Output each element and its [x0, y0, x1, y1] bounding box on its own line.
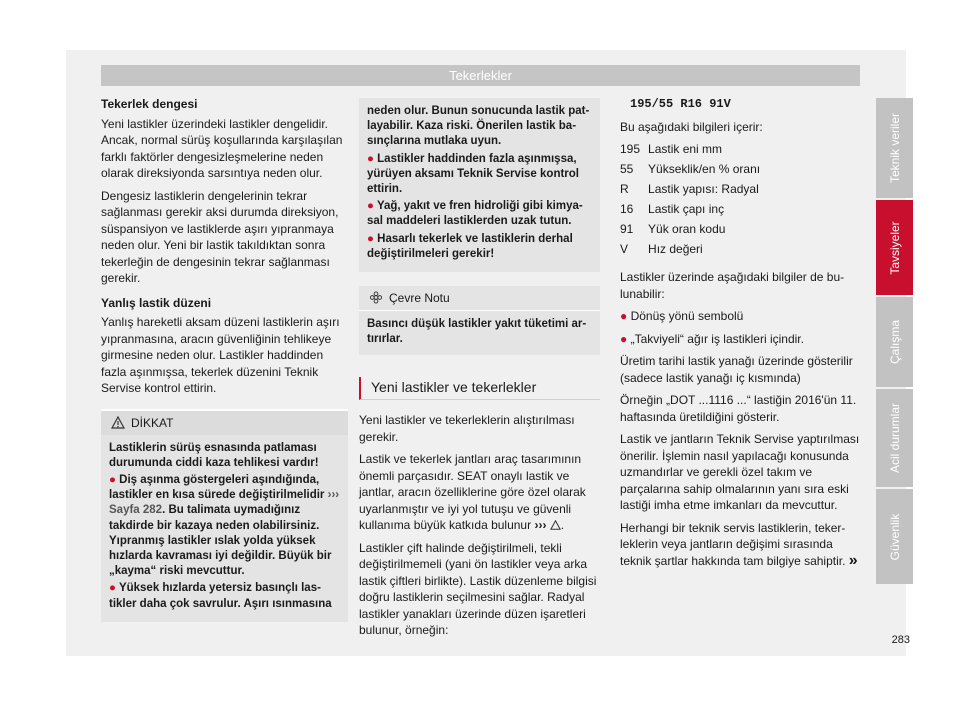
warning-box	[101, 409, 348, 622]
warning-triangle-icon	[111, 416, 125, 429]
code-key: 91	[620, 222, 634, 236]
warning-bullet	[109, 473, 340, 579]
paragraph: Örneğin „DOT ...1116 ...“ lastiğin 2016'ün 11. haftasında üretildiğini gösterir.	[620, 393, 857, 424]
warning-bullet-text: Diş aşınma göstergeleri aşındığında, lastikler en kısa sürede değiştirilmelidir	[109, 473, 325, 502]
bullet-text: Dönüş yönü sembolü	[630, 309, 744, 323]
sidebar-tab-emergencies[interactable]	[876, 389, 913, 487]
paragraph: Bu aşağıdaki bilgileri içerir:	[620, 119, 763, 134]
warning-triangle-icon	[550, 520, 561, 530]
bullet-text: „Takviyeli“ ağır iş lastikleri içindir.	[630, 331, 804, 346]
tab-label: Acil durumlar	[887, 402, 902, 474]
tab-label: Teknik veriler	[887, 112, 902, 184]
paragraph: Yanlış hareketli aksam düzeni lastiklerin aşırı yıpranmasına, aracın güvenliğinin tehlikeye girmesine neden olur. Lastikler haddinden fazla aşınmışsa, tekerlek düzenini Teknik Servise kontrol ettirin.	[101, 315, 340, 395]
warning-bullet	[109, 581, 340, 611]
tire-code: 195/55 R16 91V	[630, 97, 731, 111]
column-2	[359, 98, 600, 645]
table-row	[620, 201, 768, 221]
warning-title: DİKKAT	[131, 415, 174, 430]
warning-text: Lastiklerin sürüş esnasında patlaması durumunda ciddi kaza tehlikesi vardır!	[109, 441, 319, 469]
paragraph: Yeni lastikler üzerindeki lastikler dengelidir. Ancak, normal sürüş koşullarında karşılaşılan farklı faktörler dengesizleşmelerine neden olarak direksiyonda sarsıntıya neden olur.	[101, 116, 343, 180]
sidebar-tab-recommendations[interactable]	[876, 200, 913, 295]
bullet-icon: ●	[109, 582, 119, 595]
warning-bullet-text: Lastikler haddinden fazla aşınmışsa, yürüyen aksamı Teknik Servise kontrol ettirin.	[367, 152, 579, 196]
table-row	[620, 161, 768, 181]
code-value: Yük oran kodu	[648, 222, 726, 236]
code-key: 195	[620, 142, 641, 156]
column-3	[620, 96, 860, 575]
tab-label: Tavsiyeler	[887, 220, 902, 275]
section-heading: Yeni lastikler ve tekerlekler	[359, 377, 600, 400]
bullet-icon: ●	[367, 152, 378, 165]
warning-header	[101, 409, 348, 435]
warning-bullet-text: Hasarlı tekerlek ve lastiklerin derhal değiştirilmeleri gerekir!	[367, 232, 573, 260]
warning-body	[359, 98, 600, 272]
column-1	[101, 96, 348, 622]
paragraph: Yeni lastikler ve tekerleklerin alıştırılması gerekir.	[359, 413, 575, 444]
page-number: 283	[891, 634, 910, 646]
bullet-icon: ●	[620, 331, 631, 346]
paragraph: Lastikler üzerinde aşağıdaki bilgiler de bulunabilir:	[620, 270, 845, 301]
code-value: Hız değeri	[648, 242, 703, 256]
bullet-icon: ●	[109, 473, 120, 486]
heading-wrong-alignment: Yanlış lastik düzeni	[101, 295, 212, 310]
table-row	[620, 181, 768, 201]
table-row	[620, 241, 768, 261]
sidebar-tab-technical-data[interactable]	[876, 98, 913, 198]
code-key: R	[620, 182, 629, 196]
page-header: Tekerlekler	[101, 65, 860, 86]
bullet-icon: ●	[367, 232, 378, 245]
bullet-item	[620, 331, 860, 348]
flower-icon	[369, 291, 383, 304]
code-value: Lastik yapısı: Radyal	[648, 182, 759, 196]
paragraph: Üretim tarihi lastik yanağı üzerinde gösterilir (sadece lastik yanağı iç kısmında)	[620, 354, 853, 385]
code-key: V	[620, 242, 629, 256]
code-value: Lastik çapı inç	[648, 202, 725, 216]
warning-text: neden olur. Bunun sonucunda lastik patlayabilir. Kaza riski. Önerilen lastik basınçlarına mutlaka uyun.	[367, 105, 590, 148]
bullet-icon: ●	[367, 200, 377, 213]
bullet-icon: ●	[620, 309, 631, 323]
code-key: 55	[620, 162, 634, 176]
tire-code-table	[620, 141, 768, 261]
warning-bullet	[367, 199, 592, 229]
code-value: Yükseklik/en % oranı	[648, 162, 761, 176]
paragraph-text: Lastik ve tekerlek jantları araç tasarımının önemli parçasıdır. SEAT onaylı lastik ve jantlar, aracın özelliklerine göre özel olarak uyarlanmıştır ve iyi yol tutuşu ve güvenli kullanıma büyük katkıda bulunur	[359, 452, 586, 533]
table-row	[620, 221, 768, 241]
tab-label: Güvenlik	[887, 513, 902, 560]
next-page-icon[interactable]: »	[848, 551, 858, 569]
code-value: Lastik eni mm	[648, 142, 723, 156]
warning-bullet-text: . Bu talimata uymadığınız takdirde bir kazaya neden olabilirsiniz. Yıpranmış lastikler ıslak yolda yüksek hızlarda kavraması iyi değildir. Büyük bir „kayma“ riski mevcuttur.	[109, 504, 332, 578]
code-key: 16	[620, 202, 634, 216]
paragraph: Lastikler çift halinde değiştirilmeli, tekli değiştirilmemeli (yani ön lastikler veya arka lastik çiftleri birlikte). Lastik düzenleme bilgisi doğru lastiklerin seçilmesini sağlar. Radyal lastikler yanakları üzerinde düzen işaretleri bulunur, örneğin:	[359, 540, 597, 638]
warning-box-continued	[359, 98, 600, 272]
sidebar-tab-operation[interactable]	[876, 297, 913, 387]
warning-bullet-text: Yüksek hızlarda yetersiz basınçlı lastikler daha çok savrulur. Aşırı ısınmasına	[109, 582, 332, 610]
environment-note-box	[359, 286, 600, 355]
sidebar-tab-safety[interactable]	[876, 489, 913, 584]
warning-bullet	[367, 232, 592, 262]
paragraph	[620, 520, 860, 570]
page-link[interactable]: ››› Sayfa 282	[109, 489, 340, 517]
warning-bullet	[367, 152, 592, 198]
see-link[interactable]: ›››	[534, 518, 547, 533]
note-title: Çevre Notu	[389, 291, 450, 306]
heading-wheel-balance: Tekerlek dengesi	[101, 97, 198, 111]
paragraph-text: Herhangi bir teknik servis lastiklerin, tekerleklerin veya jantların değişimi sırasında teknik şartlar hakkında tam bilgiye sahiptir.	[620, 520, 846, 568]
tab-label: Çalışma	[887, 319, 902, 365]
paragraph: Lastik ve tekerlek jantları araç tasarımının önemli parçasıdır. SEAT onaylı lastik ve jantlar, aracın özelliklerine göre özel olarak uyarlanmıştır ve iyi yol tutuşu ve güvenli kullanıma büyük katkıda bulunur ››› .	[359, 452, 586, 533]
warning-body	[101, 435, 348, 622]
bullet-item	[620, 308, 860, 325]
paragraph: Dengesiz lastiklerin dengelerinin tekrar sağlanması gerekir aksi durumda direksiyon, süspansiyon ve lastiklerde aşırı yıpranmaya neden olur. Yeni bir lastik takıldıktan sonra tekerleğin de dengesinin tekrar sağlanması gerekir.	[101, 188, 339, 285]
note-body: Basıncı düşük lastikler yakıt tüketimi artırırlar.	[367, 318, 587, 346]
paragraph: Lastik ve jantların Teknik Servise yaptırılması önerilir. İşlemin nasıl yapılacağı konusunda uzmandırlar ve gerekli özel takım ve parçalarına sahip olmalarının yanı sıra eski lastiği imha etme imkanları da mevcuttur.	[620, 432, 860, 512]
table-row	[620, 141, 768, 161]
warning-bullet-text: Yağ, yakıt ve fren hidroliği gibi kimyasal maddeleri lastiklerden uzak tutun.	[367, 200, 583, 228]
note-header	[359, 286, 600, 311]
